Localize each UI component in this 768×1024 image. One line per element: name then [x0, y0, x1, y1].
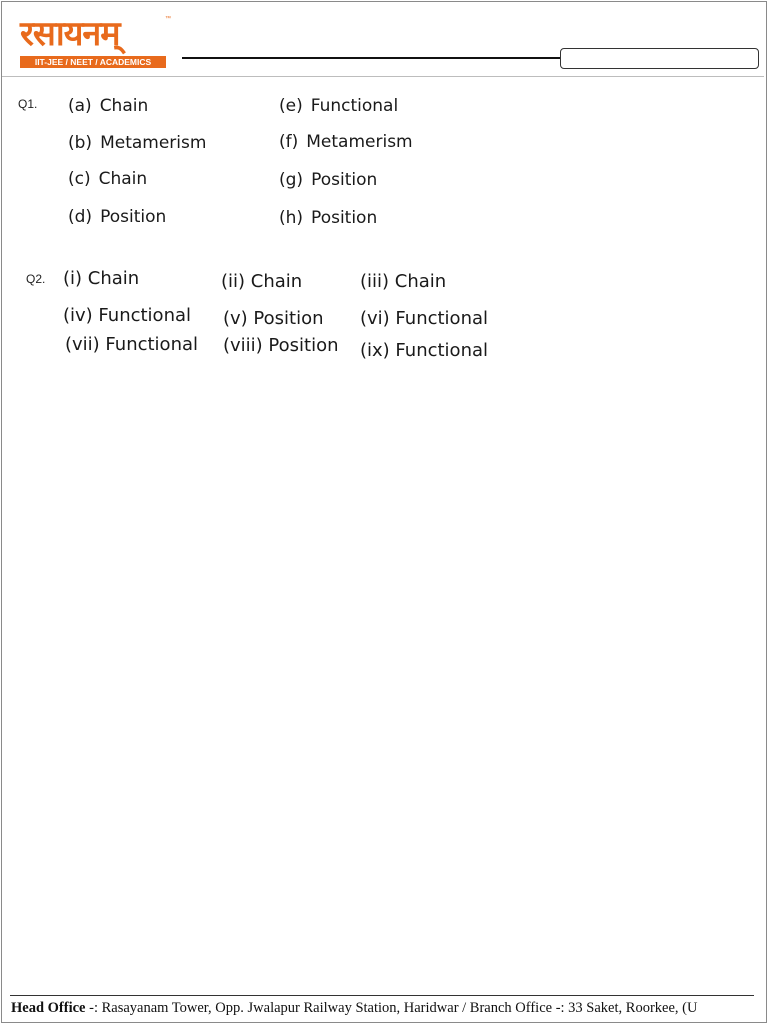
answer-letter: (a)	[68, 96, 92, 116]
q1-answer-b	[68, 133, 206, 153]
page-header	[0, 0, 768, 78]
answer-letter: (d)	[68, 207, 93, 227]
answer-letter: (g)	[279, 170, 304, 190]
trademark-symbol: ™	[165, 16, 171, 22]
q1-answer-d	[68, 207, 166, 227]
q2-answer-iv: (iv) Functional	[63, 305, 192, 326]
footer-address	[11, 1000, 763, 1020]
question-2-label: Q2.	[26, 272, 46, 286]
q2-answer-ii: (ii) Chain	[221, 271, 303, 292]
header-title-box	[560, 48, 759, 69]
q2-answer-v: (v) Position	[223, 308, 324, 329]
answer-text: Position	[311, 170, 378, 190]
answer-letter: (h)	[279, 208, 304, 228]
q2-answer-vi: (vi) Functional	[360, 308, 489, 329]
footer-rule	[10, 995, 754, 996]
q1-answer-e	[279, 96, 398, 116]
brand-logo	[20, 14, 172, 70]
answer-text: Metamerism	[100, 133, 207, 153]
q1-answer-f	[279, 132, 413, 152]
header-rule	[182, 57, 562, 59]
answer-text: Chain	[99, 96, 149, 116]
question-1-label: Q1.	[18, 97, 38, 111]
answer-text: Position	[311, 208, 378, 228]
answer-text: Metamerism	[306, 132, 413, 152]
q1-answer-h	[279, 208, 377, 228]
q2-answer-i: (i) Chain	[63, 268, 140, 289]
header-divider	[2, 76, 764, 77]
answer-text: Chain	[98, 169, 148, 189]
logo-wordmark: रसायनम्	[20, 14, 120, 54]
answer-text: Functional	[310, 96, 399, 116]
q1-answer-a	[68, 96, 148, 116]
q2-answer-vii: (vii) Functional	[65, 334, 199, 355]
answer-letter: (b)	[68, 133, 93, 153]
q2-answer-ix: (ix) Functional	[360, 340, 489, 361]
page-border	[1, 1, 767, 1023]
answer-text: Position	[100, 207, 167, 227]
answer-letter: (c)	[68, 169, 91, 189]
q2-answer-viii: (viii) Position	[223, 335, 339, 356]
answer-letter: (e)	[279, 96, 303, 116]
q1-answer-c	[68, 169, 147, 189]
logo-tagline: IIT-JEE / NEET / ACADEMICS	[20, 56, 166, 68]
q2-answer-iii: (iii) Chain	[360, 271, 447, 292]
footer-address-text: -: Rasayanam Tower, Opp. Jwalapur Railway Station, Haridwar / Branch Office -: 33 Saket, Roorkee, (U	[85, 1000, 698, 1016]
head-office-label: Head Office	[11, 1000, 86, 1016]
q1-answer-g	[279, 170, 377, 190]
answer-letter: (f)	[279, 132, 299, 152]
